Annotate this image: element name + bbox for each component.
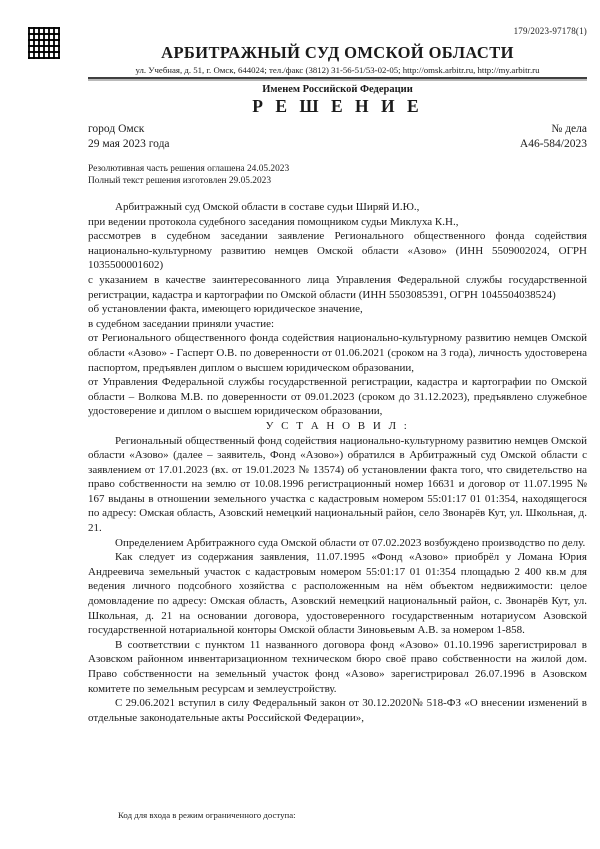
restricted-access-code-label: Код для входа в режим ограниченного доступа: bbox=[118, 810, 296, 820]
document-registry-number: 179/2023-97178(1) bbox=[513, 26, 587, 36]
city-line: город Омск bbox=[88, 123, 145, 135]
city-date-block bbox=[88, 122, 170, 152]
body-paragraph: с указанием в качестве заинтересованного лица Управления Федеральной службы государственной регистрации, кадастра и картографии по Омской области (ИНН 5503085391, ОГРН 1045504038524) bbox=[88, 273, 587, 301]
body-paragraph: Арбитражный суд Омской области в составе судьи Ширяй И.Ю., bbox=[115, 201, 420, 213]
case-number-block bbox=[520, 122, 587, 152]
body-paragraph: Как следует из содержания заявления, 11.07.1995 «Фонд «Азово» приобрёл у Ломана Юрия Андреевича земельный участок с кадастровым номером 55:01:17 01 01:354 площадью 2 400 кв.м для ведения личного подсобного хозяйства с расположенным на нём объектом недвижимости: целое домовладение по адресу: Омская область, Азовский немецкий национальный район, с. Звонарёв Кут, ул. Школьная, д. 21 на основании договора, удостоверенного государственным нотариусом Азовской государственной нотариальной конторы Омской области Зиновьевым А.В. за номером 1-858. bbox=[88, 551, 587, 637]
date-line: 29 мая 2023 года bbox=[88, 138, 170, 150]
body-paragraph: рассмотрев в судебном заседании заявление Регионального общественного фонда содействия национально-культурному развитию немцев Омской области «Азово» (ИНН 5509002024, ОГРН 1035500001602) bbox=[88, 230, 587, 272]
case-meta-row bbox=[88, 122, 587, 152]
body-paragraph: от Регионального общественного фонда содействия национально-культурному развитию немцев Омской области «Азово» - Гасперт О.В. по доверенности от 01.06.2021 (сроком на 3 года), личность удостоверена паспортом, предъявлен диплом о высшем юридическом образовании, bbox=[88, 332, 587, 374]
document-content bbox=[88, 0, 587, 725]
body-paragraph: В соответствии с пунктом 11 названного договора фонд «Азово» 01.10.1996 зарегистрировал в Азовском районном инвентаризационном техническом бюро своё право собственности на жилой дом. Право собственности на земельный участок фонд «Азово» зарегистрировал 26.07.1996 в Азовском комитете по земельным ресурсам и землеустройству. bbox=[88, 638, 587, 695]
qr-code-icon bbox=[28, 27, 60, 59]
court-name-heading: АРБИТРАЖНЫЙ СУД ОМСКОЙ ОБЛАСТИ bbox=[161, 43, 514, 62]
body-paragraph: С 29.06.2021 вступил в силу Федеральный закон от 30.12.2020№ 518-ФЗ «О внесении изменений в отдельные законодательные акты Российской Федерации», bbox=[88, 697, 587, 724]
body-paragraph: У С Т А Н О В И Л : bbox=[265, 419, 410, 432]
body-paragraph: от Управления Федеральной службы государственной регистрации, кадастра и картографии по Омской области – Волкова М.В. по доверенности от 09.01.2023 (сроком до 31.12.2023), предъявлено служебное удостоверение и диплом о высшем юридическом образовании, bbox=[88, 376, 587, 418]
body-paragraph: при ведении протокола судебного заседания помощником судьи Миклуха К.Н., bbox=[88, 215, 459, 228]
in-name-of-federation-line: Именем Российской Федерации bbox=[262, 84, 413, 95]
body-paragraph: Региональный общественный фонд содействия национально-культурному развитию немцев Омской области «Азово» (далее – заявитель, Фонд «Азово») обратился в Арбитражный суд Омской области с заявлением от 17.01.2023 (вх. от 19.01.2023 № 13574) об установлении факта того, что свидетельство на право собственности на землю от 10.08.1996 регистрационный номер 16631 и договор от 11.07.1995 № 167 выданы в отношении земельного участка с кадастровым номером 55:01:17 01 01:354, находящегося по адресу: Омская область, Азовский немецкий национальный район, село Звонарёв Кут, ул. Школьная, д. 21. bbox=[88, 434, 587, 535]
resolution-dates-block bbox=[88, 163, 587, 187]
body-paragraph: об установлении факта, имеющего юридическое значение, bbox=[88, 303, 363, 316]
header-divider bbox=[88, 77, 587, 81]
decision-title: Р Е Ш Е Н И Е bbox=[252, 96, 423, 116]
case-number-label: № дела bbox=[551, 123, 587, 135]
case-number-value: А46-584/2023 bbox=[519, 138, 587, 150]
resolution-announced-line: Резолютивная часть решения оглашена 24.05.2023 bbox=[88, 164, 290, 174]
decision-body bbox=[88, 200, 587, 725]
body-paragraph: Определением Арбитражного суда Омской области от 07.02.2023 возбуждено производство по делу. bbox=[115, 536, 586, 549]
court-address-line: ул. Учебная, д. 51, г. Омск, 644024; тел./факс (3812) 31-56-51/53-02-05; http://omsk.arbitr.ru, http://my.arbitr.ru bbox=[135, 65, 540, 75]
full-text-made-line: Полный текст решения изготовлен 29.05.2023 bbox=[88, 176, 272, 186]
body-paragraph: в судебном заседании приняли участие: bbox=[88, 317, 275, 330]
